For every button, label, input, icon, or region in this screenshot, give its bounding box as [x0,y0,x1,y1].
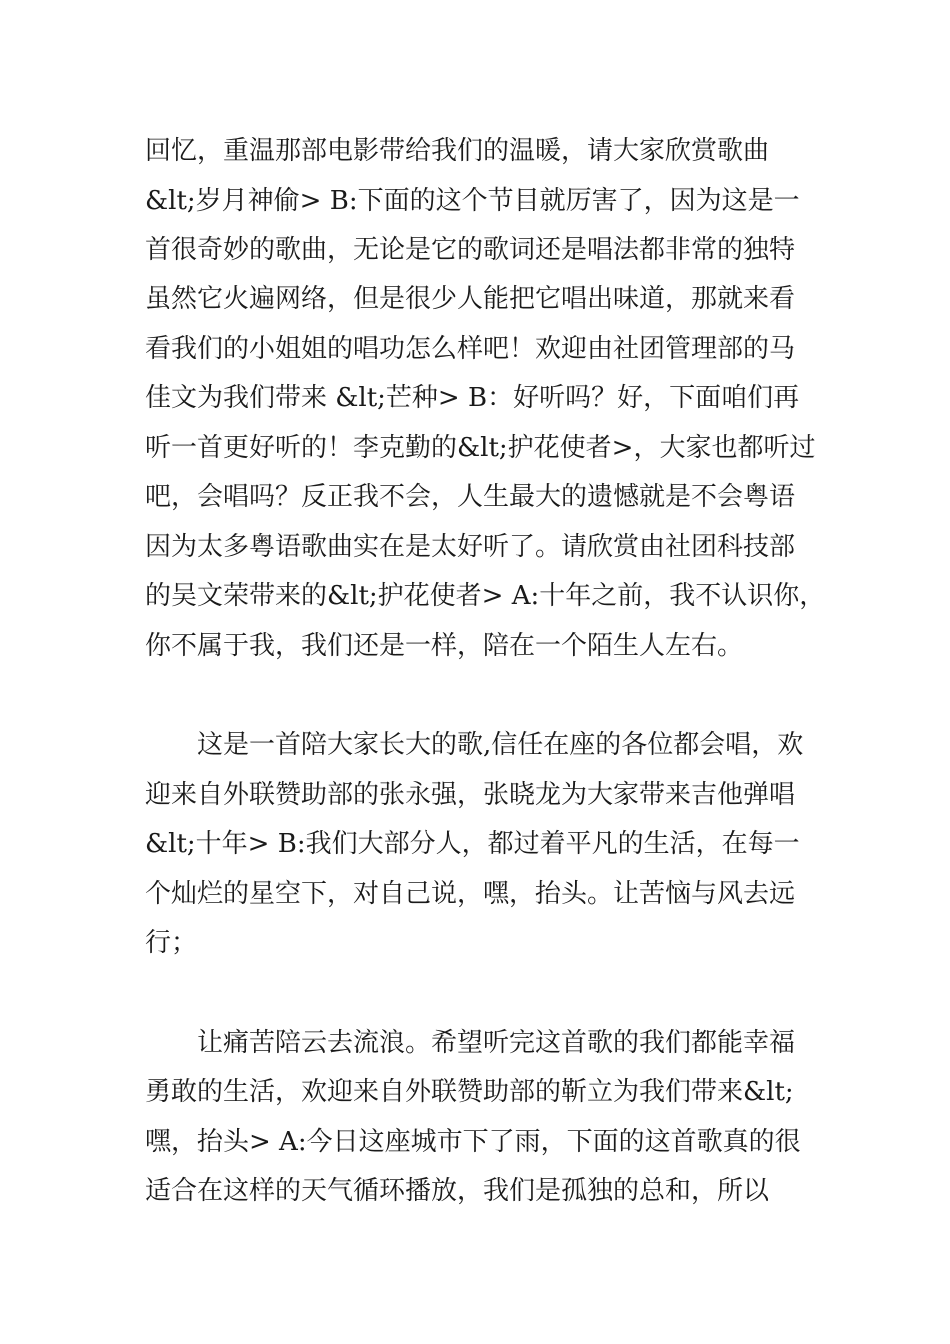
text-line: 让痛苦陪云去流浪。希望听完这首歌的我们都能幸福 [197,1028,796,1058]
text-line: 吧，会唱吗？反正我不会，人生最大的遗憾就是不会粤语 [145,482,796,512]
text-line: &lt;岁月神偷> B:下面的这个节目就厉害了，因为这是一 [145,186,800,216]
text-line: 嘿，抬头> A:今日这座城市下了雨，下面的这首歌真的很 [145,1127,801,1157]
text-line: 看我们的小姐姐的唱功怎么样吧！欢迎由社团管理部的马 [145,334,796,364]
text-line: 勇敢的生活，欢迎来自外联赞助部的靳立为我们带来&lt; [145,1077,794,1107]
text-line: 首很奇妙的歌曲，无论是它的歌词还是唱法都非常的独特 [145,235,796,265]
text-line: 个灿烂的星空下，对自己说，嘿，抬头。让苦恼与风去远 [145,879,796,909]
text-line: 行； [145,928,198,958]
text-line: 虽然它火遍网络，但是很少人能把它唱出味道，那就来看 [145,284,796,314]
text-line: 你不属于我，我们还是一样，陪在一个陌生人左右。 [145,631,744,661]
text-line: 这是一首陪大家长大的歌,信任在座的各位都会唱，欢 [197,730,804,760]
text-line: 因为太多粤语歌曲实在是太好听了。请欣赏由社团科技部 [145,532,796,562]
text-line: 回忆，重温那部电影带给我们的温暖，请大家欣赏歌曲 [145,136,770,166]
text-line: 佳文为我们带来 &lt;芒种> B：好听吗？好，下面咱们再 [145,383,800,413]
text-line: 的吴文荣带来的&lt;护花使者> A:十年之前，我不认识你， [145,581,826,611]
text-line: 听一首更好听的！李克勤的&lt;护花使者>，大家也都听过 [145,433,816,463]
text-line: 迎来自外联赞助部的张永强，张晓龙为大家带来吉他弹唱 [145,780,796,810]
text-line: 适合在这样的天气循环播放，我们是孤独的总和，所以 [145,1176,770,1206]
text-line: &lt;十年> B:我们大部分人，都过着平凡的生活，在每一 [145,829,800,859]
